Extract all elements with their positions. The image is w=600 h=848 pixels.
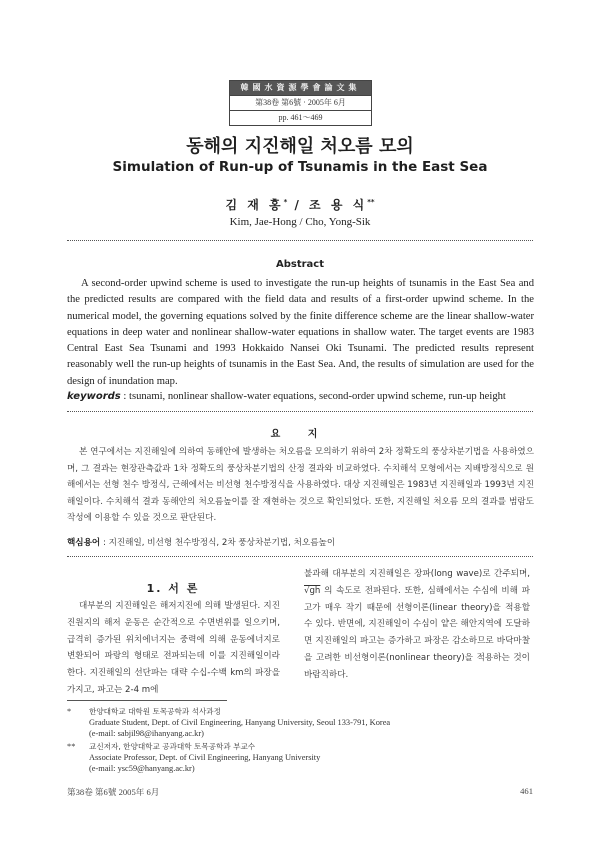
keywords-label: keywords (67, 391, 121, 402)
korean-abstract-heading: 요 지 (270, 429, 330, 440)
intro-left-column: 대부분의 지진해일은 해저지진에 의해 발생된다. 지진 진원지의 해저 운동은 순간적으로 수면변위를 일으키며, 급격히 증가된 위치에너지는 중력에 의해 운동에너지로 변환되어 파랑의 형태로 전파되는데 이를 지진해일이라 한다. 지진해일의 선단파는 대략 수십-수백 km의 파장을 가지고, 파고는 2-4 m에 (67, 601, 280, 695)
divider-dotted (67, 556, 533, 557)
footnote-1-english: Graduate Student, Dept. of Civil Engineering, Hanyang University, Seoul 133-791, Korea (89, 718, 391, 728)
footnote-2-korean: 교신저자, 한양대학교 공과대학 토목공학과 부교수 (89, 742, 256, 751)
author-separator: / (287, 198, 310, 212)
authors-korean (0, 196, 600, 213)
footnote-2-english: Associate Professor, Dept. of Civil Engineering, Hanyang University (89, 753, 321, 763)
author-2-mark: ** (367, 198, 375, 206)
korean-keywords-separator: : (100, 538, 109, 548)
sqrt-gh-expression: √gh (304, 585, 321, 596)
page-number: 461 (520, 786, 533, 796)
journal-pages: pp. 461～469 (230, 110, 371, 125)
journal-name: 韓國水資源學會論文集 (230, 81, 371, 95)
korean-keywords-text: 지진해일, 비선형 천수방정식, 2차 풍상차분기법, 처오름높이 (108, 538, 336, 548)
korean-keywords-line (67, 536, 537, 548)
footnote-1-mark: * (67, 707, 72, 716)
title-korean: 동해의 지진해일 처오름 모의 (186, 136, 414, 157)
authors-english: Kim, Jae-Hong / Cho, Yong-Sik (229, 216, 371, 228)
title-english: Simulation of Run-up of Tsunamis in the East Sea (112, 159, 488, 175)
divider-dotted (67, 411, 533, 412)
abstract-body: A second-order upwind scheme is used to investigate the run-up heights of tsunamis in the East Sea and the predicted results are compared with the field data and results of a first-order upwind scheme. In the numerical model, the governing equations solved by the finite difference scheme are the linear shallow-water equations in deep water and nonlinear shallow-water equations in shallow water. The target events are 1983 Central East Sea Tsunami and 1993 Hokkaido Nansei Oki Tsunami. The predicted results represent reasonably well the run-up heights of tsunamis in the East Sea. And, the results of simulation are used for the design of inundation map. (67, 278, 534, 387)
korean-abstract-body: 본 연구에서는 지진해일에 의하여 동해안에 발생하는 처오름을 모의하기 위하여 2차 정확도의 풍상차분기법을 사용하였으며, 그 결과는 현장관측값과 1차 정확도의 풍상차분기법의 산정 결과와 비교하였다. 수치해석 모형에서는 지배방정식으로 원해에서는 선형 천수 방정식, 근해에서는 비선형 천수방정식을 사용하였다. 대상 지진해일은 1983년 지진해일과 1993년 지진해일이다. 수치해석 결과 동해안의 처오름높이를 잘 재현하는 것으로 확인되었다. 또한, 지진해일 처오름 모의 결과를 범람도 작성에 이용할 수 있을 것으로 판단된다. (67, 447, 534, 524)
footnote-2-mark: ** (67, 742, 76, 751)
journal-volume: 第38卷 第6號 · 2005年 6月 (230, 95, 371, 110)
keywords-separator: : (120, 391, 129, 402)
footnote-rule (67, 700, 227, 701)
journal-header-box (229, 80, 372, 126)
page-footer (67, 786, 533, 798)
abstract-heading: Abstract (275, 259, 325, 270)
intro-right-text-2: 의 속도로 전파된다. 또한, 심해에서는 수심에 비해 파고가 매우 작기 때문에 선형이론(linear theory)을 적용할 수 있다. 반면에, 지진해일이 수심이 얕은 해안지역에 도달하면 지진해일의 파고는 증가하고 파장은 감소하므로 바닥마찰을 고려한 비선형이론(nonlinear theory)을 적용하는 것이 바람직하다. (304, 585, 531, 680)
author-1-name: 김 재 홍 (225, 198, 284, 212)
korean-keywords-label: 핵심용어 (67, 538, 101, 548)
footnote-2-email: (e-mail: ysc59@hanyang.ac.kr) (89, 764, 195, 774)
footnote-2 (67, 741, 537, 775)
author-2-name: 조 용 식 (309, 198, 368, 212)
intro-right-text-1: 불과해 대부분의 지진해일은 장파(long wave)로 간주되며, (304, 569, 530, 579)
footer-issue: 第38卷 第6號 2005年 6月 (67, 787, 160, 797)
divider-dotted (67, 240, 533, 241)
footnote-1 (67, 706, 537, 740)
keywords-line (67, 391, 547, 402)
intro-right-column (304, 566, 530, 684)
author-1-mark: * (283, 198, 288, 206)
keywords-text: tsunami, nonlinear shallow-water equations, second-order upwind scheme, run-up height (129, 391, 506, 402)
footnote-1-email: (e-mail: sabjil98@ihanyang.ac.kr) (89, 729, 204, 739)
section-heading: 1. 서 론 (146, 582, 200, 595)
footnote-1-korean: 한양대학교 대학원 토목공학과 석사과정 (89, 707, 221, 716)
